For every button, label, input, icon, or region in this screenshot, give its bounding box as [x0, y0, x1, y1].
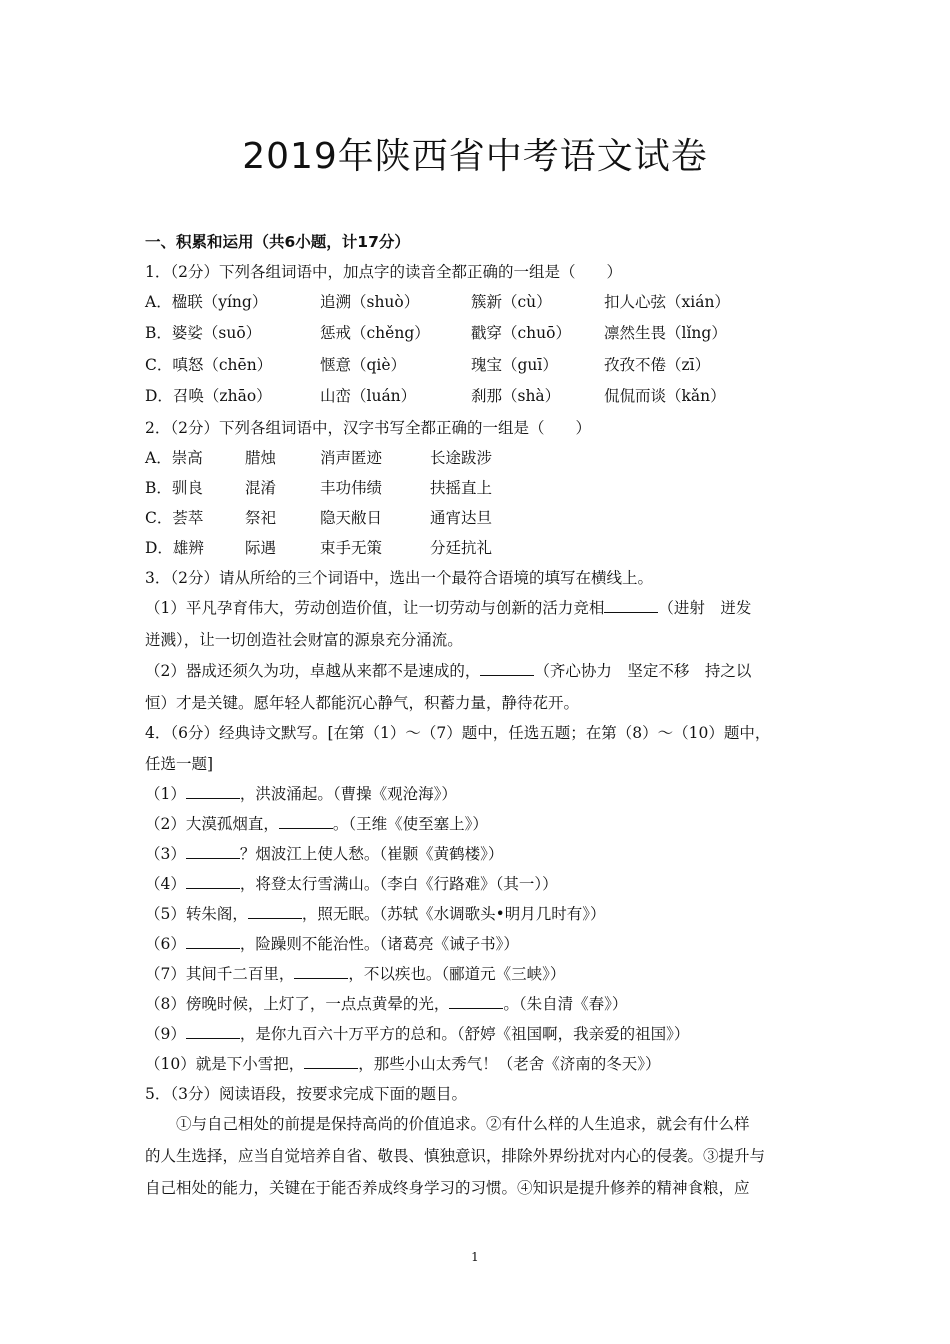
q4-item-text: 。（朱自清《春》）: [503, 995, 628, 1013]
q3-stem: 3．（2分）请从所给的三个词语中，选出一个最符合语境的填写在横线上。: [145, 569, 653, 587]
q1-option-cell: 追溯（shuò）: [320, 293, 420, 311]
q3-part1: [145, 596, 751, 618]
q4-item: [145, 1052, 661, 1074]
q1-option-cell: B．婆娑（suō）: [145, 324, 262, 342]
q2-option-cell: 分廷抗礼: [430, 539, 493, 557]
answer-blank: [248, 906, 302, 919]
q4-item-text: （9）: [145, 1025, 186, 1043]
q2-option-cell: C．荟萃: [145, 509, 204, 527]
q2-option-cell: 束手无策: [320, 539, 383, 557]
section-heading: 一、积累和运用（共6小题，计17分）: [145, 233, 410, 251]
q4-item-text: ，险躁则不能治性。（诸葛亮《诫子书》）: [239, 935, 519, 953]
q2-option-cell: B．驯良: [145, 479, 203, 497]
q2-option-cell: 消声匿迹: [320, 449, 383, 467]
q1-option-cell: D．召唤（zhāo）: [145, 387, 272, 405]
answer-blank: [294, 966, 348, 979]
q2-option-cell: A．崇高: [145, 449, 203, 467]
q4-item: [145, 812, 488, 834]
q4-item-text: （3）: [145, 845, 186, 863]
q4-item-text: ，不以疾也。（郦道元《三峡》）: [348, 965, 566, 983]
q2-stem: 2．（2分）下列各组词语中，汉字书写全都正确的一组是（ ）: [145, 419, 591, 437]
q2-option-cell: 通宵达旦: [430, 509, 493, 527]
q4-item-text: （1）: [145, 785, 186, 803]
answer-blank: [279, 816, 333, 829]
q4-item-text: ，将登太行雪满山。（李白《行路难》（其一））: [239, 875, 558, 893]
q4-item-text: 。（王维《使至塞上》）: [332, 815, 488, 833]
q4-item: [145, 1022, 689, 1044]
q5-paragraph-line: 的人生选择，应当自觉培养自省、敬畏、慎独意识，排除外界纷扰对内心的侵袭。③提升与: [145, 1147, 766, 1165]
q1-option-cell: 扣人心弦（xián）: [604, 293, 730, 311]
q4-item-text: （5）转朱阁，: [145, 905, 248, 923]
q3-part2: [145, 659, 751, 681]
answer-blank: [186, 1026, 240, 1039]
q4-item: [145, 872, 558, 894]
answer-blank: [186, 786, 240, 799]
q1-option-cell: 戳穿（chuō）: [471, 324, 571, 342]
q1-option-cell: 山峦（luán）: [320, 387, 417, 405]
answer-blank: [186, 876, 240, 889]
q2-option-cell: 隐天敝日: [320, 509, 383, 527]
q4-item: [145, 842, 503, 864]
q2-option-cell: 长途跋涉: [430, 449, 493, 467]
q1-option-cell: 凛然生畏（lǐng）: [604, 324, 727, 342]
q3-part2-cont: 恒）才是关键。愿年轻人都能沉心静气，积蓄力量，静待花开。: [145, 694, 580, 712]
q1-option-cell: 瑰宝（guī）: [471, 356, 558, 374]
q1-stem: 1．（2分）下列各组词语中，加点字的读音全都正确的一组是（ ）: [145, 263, 622, 281]
q1-option-cell: 刹那（shà）: [471, 387, 561, 405]
q1-option-cell: 孜孜不倦（zī）: [604, 356, 711, 374]
answer-blank: [186, 846, 240, 859]
q4-item-text: ，照无眠。（苏轼《水调歌头•明月几时有》）: [301, 905, 606, 923]
q5-paragraph-line: ①与自己相处的前提是保持高尚的价值追求。②有什么样的人生追求，就会有什么样: [145, 1115, 750, 1133]
q1-option-cell: 侃侃而谈（kǎn）: [604, 387, 726, 405]
q4-item-text: （7）其间千二百里，: [145, 965, 295, 983]
q2-option-cell: 祭祀: [245, 509, 277, 527]
q4-item: [145, 932, 519, 954]
q4-stem-cont: 任选一题]: [145, 755, 214, 773]
answer-blank: [449, 996, 503, 1009]
q4-item-text: （2）大漠孤烟直，: [145, 815, 279, 833]
q3-part2-text: （2）器成还须久为功，卓越从来都不是速成的，: [145, 662, 481, 680]
answer-blank: [480, 663, 534, 676]
q2-option-cell: 丰功伟绩: [320, 479, 383, 497]
q5-paragraph-line: 自己相处的能力，关键在于能否养成终身学习的习惯。④知识是提升修养的精神食粮，应: [145, 1179, 750, 1197]
q4-item: [145, 962, 565, 984]
q3-part2-choices: （齐心协力 坚定不移 持之以: [534, 662, 752, 680]
q2-option-cell: D．雄辨: [145, 539, 204, 557]
q4-item-text: ，洪波涌起。（曹操《观沧海》）: [239, 785, 457, 803]
q4-item-text: ，那些小山太秀气！（老舍《济南的冬天》）: [358, 1055, 661, 1073]
q4-item: [145, 782, 457, 804]
q4-item-text: ，是你九百六十万平方的总和。（舒婷《祖国啊，我亲爱的祖国》）: [239, 1025, 690, 1043]
answer-blank: [304, 1056, 358, 1069]
q2-option-cell: 扶摇直上: [430, 479, 493, 497]
q2-option-cell: 腊烛: [245, 449, 277, 467]
q2-option-cell: 混淆: [245, 479, 277, 497]
q4-item-text: （8）傍晚时候，上灯了，一点点黄晕的光，: [145, 995, 450, 1013]
q1-option-cell: 簇新（cù）: [471, 293, 552, 311]
answer-blank: [604, 600, 658, 613]
q1-option-cell: 惬意（qiè）: [320, 356, 407, 374]
q1-option-cell: 惩戒（chěng）: [320, 324, 430, 342]
q2-option-cell: 际遇: [245, 539, 277, 557]
q4-item-text: （6）: [145, 935, 186, 953]
q4-item: [145, 902, 606, 924]
q1-option-cell: A．楹联（yíng）: [145, 293, 268, 311]
q4-item-text: ？烟波江上使人愁。（崔颢《黄鹤楼》）: [239, 845, 504, 863]
q3-part1-choices: （进射 迸发: [658, 599, 752, 617]
q4-item: [145, 992, 627, 1014]
q1-option-cell: C．嗔怒（chēn）: [145, 356, 273, 374]
page-number: 1: [471, 1250, 479, 1264]
q4-stem: 4．（6分）经典诗文默写。[在第（1）～（7）题中，任选五题；在第（8）～（10）题中，: [145, 724, 771, 742]
answer-blank: [186, 936, 240, 949]
q3-part1-text: （1）平凡孕育伟大，劳动创造价值，让一切劳动与创新的活力竞相: [145, 599, 605, 617]
q5-stem: 5．（3分）阅读语段，按要求完成下面的题目。: [145, 1085, 467, 1103]
page-title: 2019年陕西省中考语文试卷: [242, 136, 708, 177]
q3-part1-cont: 迸溅），让一切创造社会财富的源泉充分涌流。: [145, 631, 463, 649]
q4-item-text: （10）就是下小雪把，: [145, 1055, 305, 1073]
q4-item-text: （4）: [145, 875, 186, 893]
